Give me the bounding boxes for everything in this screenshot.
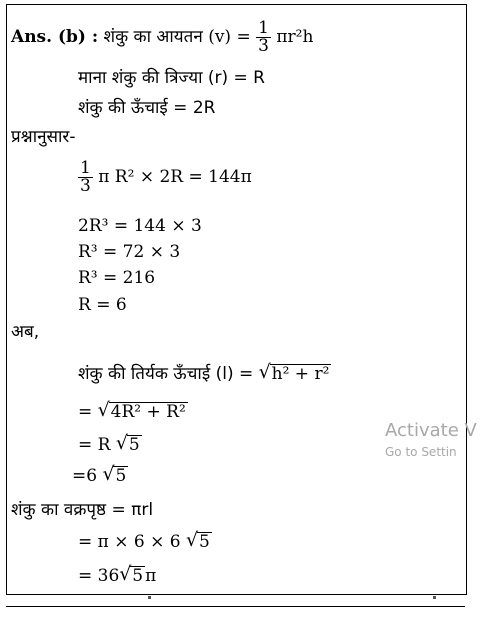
step-r-cubed-216: R³ = 216 <box>78 268 156 288</box>
divider <box>6 606 465 607</box>
fraction-one-third <box>78 160 93 195</box>
square-root <box>102 466 128 486</box>
csa-step-1 <box>78 532 212 552</box>
equation-line <box>78 160 252 195</box>
step-r-cubed-72: R³ = 72 × 3 <box>78 242 181 262</box>
volume-symbol: (v) <box>208 27 232 47</box>
radicand: 4R² + R² <box>110 402 186 422</box>
slant-height-text: शंकु की तिर्यक ऊँचाई (l) = <box>78 364 254 384</box>
square-root <box>98 402 188 422</box>
fraction-numerator: 1 <box>80 158 91 178</box>
fraction-one-third <box>256 20 271 55</box>
volume-formula-tail: πr²h <box>276 27 314 47</box>
pi-symbol: π <box>145 566 157 586</box>
slant-step-1 <box>78 402 188 422</box>
radicand: 5 <box>198 532 210 552</box>
square-root <box>119 566 145 586</box>
fraction-denominator: 3 <box>258 36 269 56</box>
slant-step-3 <box>72 466 128 486</box>
equals-sign: = <box>236 27 251 47</box>
radicand: 5 <box>128 435 140 455</box>
square-root <box>259 364 332 384</box>
step-r-equals-6: R = 6 <box>78 295 127 315</box>
csa-expression: = π × 6 × 6 <box>78 532 181 552</box>
stray-mark <box>433 596 436 599</box>
square-root <box>186 532 212 552</box>
fraction-denominator: 3 <box>80 176 91 196</box>
slant-step-2 <box>78 435 142 455</box>
radicand: h² + r² <box>271 364 330 384</box>
radius-assumption: माना शंकु की त्रिज्या (r) = R <box>78 68 265 88</box>
square-root <box>116 435 142 455</box>
answer-line-volume <box>11 20 313 55</box>
activate-windows-watermark: Activate V <box>385 420 477 441</box>
equals-six: =6 <box>72 466 98 486</box>
volume-text: शंकु का आयतन <box>103 27 203 47</box>
step-2r-cubed: 2R³ = 144 × 3 <box>78 216 202 236</box>
stray-mark <box>148 596 151 599</box>
csa-step-2 <box>78 566 156 586</box>
slant-height-line <box>78 364 331 384</box>
fraction-numerator: 1 <box>258 18 269 38</box>
according-to-question: प्रश्नानुसार- <box>11 127 76 147</box>
equals-sign: = <box>78 402 93 422</box>
equals-r: = R <box>78 435 111 455</box>
csa-coefficient: = 36 <box>78 566 120 586</box>
radicand: 5 <box>115 466 127 486</box>
curved-surface-area: शंकु का वक्रपृष्ठ = πrl <box>11 500 154 520</box>
radicand: 5 <box>132 566 144 586</box>
answer-label: Ans. (b) : <box>11 27 99 47</box>
height-statement: शंकु की ऊँचाई = 2R <box>78 98 216 118</box>
now-label: अब, <box>11 322 40 342</box>
go-to-settings-watermark: Go to Settin <box>385 445 457 459</box>
equation-tail: π R² × 2R = 144π <box>98 167 252 187</box>
